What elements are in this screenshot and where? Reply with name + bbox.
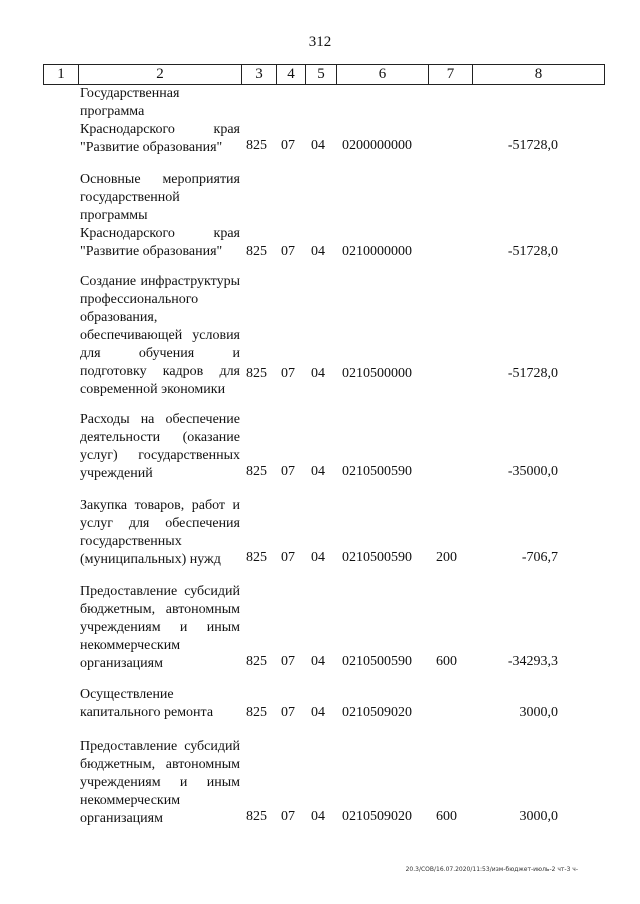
column-header-6: 6	[337, 65, 429, 85]
column-header-1: 1	[44, 65, 79, 85]
row-code-4: 07	[281, 366, 295, 381]
column-header-3: 3	[242, 65, 277, 85]
document-footer: 20.3/СОВ/16.07.2020/11:53/изм-бюджет-июль-2 чт-3 ч-	[405, 866, 578, 873]
column-header-7: 7	[429, 65, 473, 85]
row-amount: -51728,0	[507, 138, 558, 153]
row-code-7: 600	[436, 809, 457, 824]
row-code-5: 04	[311, 244, 325, 259]
row-code-6: 0210509020	[342, 705, 412, 720]
row-code-3: 825	[246, 550, 267, 565]
column-header-2: 2	[79, 65, 242, 85]
row-amount: -706,7	[521, 550, 558, 565]
row-code-6: 0210500590	[342, 654, 412, 669]
row-description: Предоставление субсидий бюджетным, автономным учреждениям и иным некоммерческим организациям	[80, 584, 240, 671]
table-row	[0, 171, 640, 261]
row-code-4: 07	[281, 705, 295, 720]
row-code-5: 04	[311, 809, 325, 824]
table-row	[0, 738, 640, 828]
page-number: 312	[308, 34, 332, 50]
row-code-4: 07	[281, 138, 295, 153]
row-code-6: 0210509020	[342, 809, 412, 824]
column-header-5: 5	[306, 65, 337, 85]
row-amount: 3000,0	[519, 705, 558, 720]
table-row	[0, 583, 640, 671]
row-code-5: 04	[311, 464, 325, 479]
row-amount: -34293,3	[507, 654, 558, 669]
row-code-3: 825	[246, 809, 267, 824]
row-code-3: 825	[246, 366, 267, 381]
row-code-6: 0210000000	[342, 244, 412, 259]
column-header-4: 4	[277, 65, 306, 85]
row-code-3: 825	[246, 138, 267, 153]
column-header-8: 8	[473, 65, 605, 85]
row-description: Государственная программа Краснодарского края "Развитие образования"	[80, 86, 240, 155]
row-code-5: 04	[311, 654, 325, 669]
row-code-4: 07	[281, 244, 295, 259]
row-code-5: 04	[311, 366, 325, 381]
row-description: Предоставление субсидий бюджетным, автономным учреждениям и иным некоммерческим организациям	[80, 739, 240, 826]
table-row	[0, 686, 640, 724]
row-code-6: 0210500000	[342, 366, 412, 381]
row-code-4: 07	[281, 550, 295, 565]
row-code-4: 07	[281, 464, 295, 479]
row-code-3: 825	[246, 705, 267, 720]
row-amount: -51728,0	[507, 366, 558, 381]
column-header-table	[43, 64, 605, 85]
row-code-6: 0200000000	[342, 138, 412, 153]
row-code-5: 04	[311, 550, 325, 565]
row-code-6: 0210500590	[342, 550, 412, 565]
row-code-5: 04	[311, 138, 325, 153]
row-description: Закупка товаров, работ и услуг для обеспечения государственных (муниципальных) нужд	[80, 498, 240, 567]
row-code-6: 0210500590	[342, 464, 412, 479]
row-description: Создание инфраструктуры профессионального образования, обеспечивающей условия для обучения и подготовку кадров для современной экономики	[80, 274, 240, 397]
row-code-7: 200	[436, 550, 457, 565]
table-row	[0, 273, 640, 398]
row-amount: 3000,0	[519, 809, 558, 824]
table-row	[0, 85, 640, 155]
row-code-3: 825	[246, 464, 267, 479]
row-code-3: 825	[246, 244, 267, 259]
row-description: Основные мероприятия государственной программы Краснодарского края "Развитие образования"	[80, 172, 240, 259]
row-code-5: 04	[311, 705, 325, 720]
table-row	[0, 411, 640, 481]
row-code-3: 825	[246, 654, 267, 669]
row-amount: -51728,0	[507, 244, 558, 259]
row-code-7: 600	[436, 654, 457, 669]
row-amount: -35000,0	[507, 464, 558, 479]
row-code-4: 07	[281, 809, 295, 824]
row-description: Расходы на обеспечение деятельности (оказание услуг) государственных учреждений	[80, 412, 240, 481]
table-row	[0, 497, 640, 567]
row-code-4: 07	[281, 654, 295, 669]
row-description: Осуществление капитального ремонта	[80, 687, 214, 720]
